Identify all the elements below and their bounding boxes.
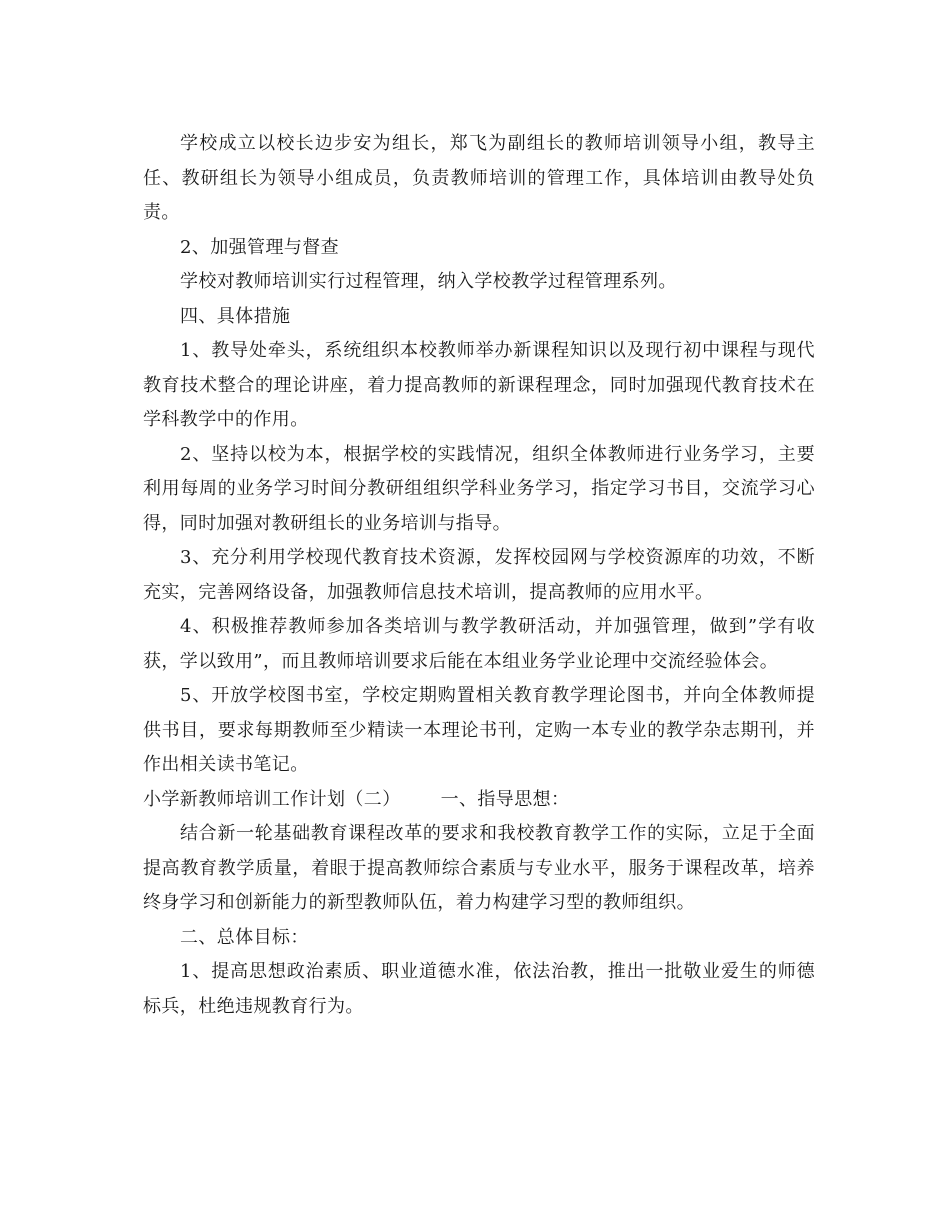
paragraph-process-management: 学校对教师培训实行过程管理，纳入学校教学过程管理系列。 <box>180 271 677 292</box>
paragraph-measure-1: 1、教导处牵头，系统组织本校教师举办新课程知识以及现行初中课程与现代教育技术整合的理论讲座，着力提高教师的新课程理念，同时加强现代教育技术在学科教学中的作用。 <box>143 340 815 430</box>
document-body <box>143 127 815 1024</box>
paragraph-measure-2: 2、坚持以校为本，根据学校的实践情况，组织全体教师进行业务学习，主要利用每周的业务学习时间分教研组组织学科业务学习，指定学习书目，交流学习心得，同时加强对教研组长的业务培训与指导。 <box>143 443 815 534</box>
paragraph-measure-3: 3、充分利用学校现代教育技术资源，发挥校园网与学校资源库的功效，不断充实，完善网络设备，加强教师信息技术培训，提高教师的应用水平。 <box>143 547 815 603</box>
heading-management-supervision: 2、加强管理与督查 <box>180 236 340 258</box>
paragraph-measure-5: 5、开放学校图书室，学校定期购置相关教育教学理论图书，并向全体教师提供书目，要求每期教师至少精读一本理论书刊，定购一本专业的教学杂志期刊，并作出相关读书笔记。 <box>143 685 815 775</box>
paragraph-measure-4: 4、积极推荐教师参加各类培训与教学教研活动，并加强管理，做到”学有收获，学以致用”，而且教师培训要求后能在本组业务学业论理中交流经验体会。 <box>143 616 815 672</box>
paragraph-goal-1: 1、提高思想政治素质、职业道德水准，依法治教，推出一批敬业爱生的师德标兵，杜绝违规教育行为。 <box>143 961 815 1017</box>
heading-overall-goals: 二、总体目标： <box>180 926 309 948</box>
section-title-line <box>143 783 815 818</box>
section-first-heading: 一、指导思想： <box>440 788 570 810</box>
paragraph-guiding-thought: 结合新一轮基础教育课程改革的要求和我校教育教学工作的实际，立足于全面提高教育教学质量，着眼于提高教师综合素质与专业水平，服务于课程改革，培养终身学习和创新能力的新型教师队伍，着力构建学习型的教师组织。 <box>143 823 815 913</box>
section-title: 小学新教师培训工作计划（二） <box>143 788 401 810</box>
paragraph-leadership-group: 学校成立以校长边步安为组长，郑飞为副组长的教师培训领导小组，教导主任、教研组长为领导小组成员，负责教师培训的管理工作，具体培训由教导处负责。 <box>143 133 815 223</box>
heading-specific-measures: 四、具体措施 <box>180 305 291 327</box>
